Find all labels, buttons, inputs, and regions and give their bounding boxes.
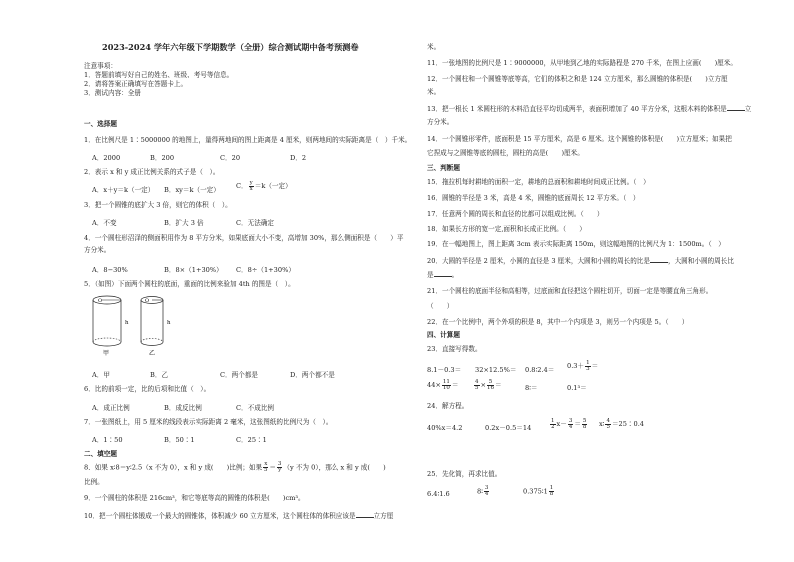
calc-1-3: 0.8∶2.4＝ [525, 366, 555, 374]
cylinder-figure [90, 292, 180, 360]
frac-top: 1 [551, 417, 555, 424]
calc-2-2-fraction-a [474, 380, 480, 391]
question-12: 12．一个圆柱和一个圆锥等底等高，它们的体积之和是 124 立方厘米，那么圆锥的体积是( )立方厘 [427, 75, 728, 83]
q3-option-a: A．不变 [92, 219, 117, 227]
frac-top: 1 [549, 485, 554, 491]
frac-top: 5 [582, 417, 587, 424]
simplify-2 [477, 486, 490, 497]
question-16: 16．圆锥的半径是 3 米，高是 4 米，圆锥的底面周长 12 平方米。（ ） [427, 194, 640, 202]
section-calc: 四、计算题 [427, 331, 460, 339]
question-12-line2: 米。 [427, 88, 441, 96]
question-19: 19．在一幅地图上，图上距离 3cm 表示实际距离 150m，则这幅地图的比例尺为 1：1500m。（ ） [427, 240, 725, 248]
frac-bottom: 8 [582, 423, 587, 430]
fig-label-yi: 乙 [149, 350, 156, 357]
calc-2-2-fraction-b [487, 380, 494, 391]
question-20-line2 [427, 270, 458, 280]
question-4-line2: 方分米。 [84, 246, 111, 254]
eq4-fraction [605, 419, 611, 430]
q10-blank [356, 511, 374, 518]
q6-option-c: C．不成比例 [236, 404, 275, 412]
calc-2-3-eq: ＝ [530, 384, 538, 392]
q5-option-c: C．两个都是 [220, 371, 259, 379]
q4-option-c: C．8÷（1+30%） [236, 266, 295, 274]
question-9: 9．一个圆柱的体积是 216cm³，和它等底等高的圆锥的体积是( )cm³。 [84, 494, 305, 502]
q2-c-suffix: ＝k [254, 182, 266, 190]
section-judge: 三、判断题 [427, 164, 460, 172]
calc-2-1 [427, 379, 459, 391]
question-14-line2: 它捏成与之圆锥等底的圆柱，圆柱的高是( )厘米。 [427, 149, 584, 157]
fig-h-jia: h [125, 320, 129, 326]
frac-bottom: 4 [568, 423, 573, 430]
calc-2-3 [525, 382, 538, 392]
question-22: 22．在一个比例中，两个外项的积是 8，其中一个内项是 3，则另一个内项是 5。（ ） [427, 318, 689, 326]
question-1: 1．在比例尺是 1∶5000000 的地图上，量得两地间的图上距离是 4 厘米，则两地间的实际距离是（ ）千米。 [84, 136, 412, 144]
section-fill: 二、填空题 [84, 450, 117, 458]
simplify-3 [523, 486, 555, 497]
equation-3: $\frac{1}{2}$ x－ $\frac{3}{4}$ ＝ $\frac{5}{8}$ [551, 417, 587, 430]
calc-2-2-eq: ＝ [495, 381, 502, 389]
q13-text: 13．把一根长 1 米圆柱形的木料沿直径平均切成两半，表面积增加了 40 平方分米，这根木料的体积是 [427, 105, 727, 113]
simplify-2-fraction [484, 486, 490, 497]
question-10 [84, 511, 393, 521]
calc-1-4-fraction [585, 361, 591, 372]
q7-option-b: B．50∶1 [164, 436, 195, 444]
calc-2-2 [473, 379, 502, 391]
q20-end: 。 [451, 271, 459, 279]
question-25: 25．先化简，再求比值。 [427, 470, 502, 478]
eq3-fraction-3 [582, 419, 588, 430]
frac-top: x [264, 461, 268, 467]
q6-option-b: B．成反比例 [164, 404, 202, 412]
frac-bottom: 5 [475, 384, 479, 391]
section-choice: 一、选择题 [84, 120, 117, 128]
simplify-3-text: 0.375∶1 [523, 487, 548, 496]
frac-bottom: 5 [264, 467, 268, 473]
frac-top: 4 [606, 417, 610, 424]
q10-continuation: 米。 [427, 43, 441, 51]
question-8-line2: 比例。 [84, 478, 104, 486]
frac-bottom: 16 [487, 384, 495, 391]
equation-1: 40%x＝4.2 [427, 424, 463, 432]
cylinder-jia [93, 296, 129, 357]
eq3-fraction-1 [550, 419, 556, 430]
frac-bottom: y [278, 467, 282, 473]
question-15: 15．拖拉机每时耕地的面积一定，耕地的总面积和耕地时间成正比例。（ ） [427, 178, 650, 186]
frac-top: 3 [568, 417, 573, 424]
q3-option-c: C．无法确定 [236, 219, 275, 227]
question-6: 6．比的前项一定，比的后项和比值（ ）。 [84, 385, 211, 393]
question-18: 18．如果长方形的宽一定,面积和长成正比例。（ ） [427, 225, 586, 233]
calc-1-2: 32×12.5%＝ [475, 366, 517, 374]
frac-top: 4 [475, 378, 479, 385]
q8-fraction-1 [263, 462, 268, 473]
q2-option-b: B．xy＝k（一定） [164, 186, 220, 194]
question-13 [427, 104, 751, 114]
q10-text: 10．把一个圆柱体锻成一个最大的圆锥体，体积减少 60 立方厘米，这个圆柱体的体积应该是 [84, 512, 356, 520]
note-3: 3．测试内容：全册 [84, 89, 141, 97]
q20-text3: 是 [427, 271, 434, 279]
q8-fraction-2 [277, 462, 283, 473]
question-23: 23．直接写得数。 [427, 345, 482, 353]
q20-blank-1 [650, 256, 668, 263]
q13-end: 立 [744, 105, 752, 113]
calc-1-4-text: 0.3＋ [567, 362, 585, 370]
q20-text: 20．大圆的半径是 2 厘米，小圆的直径是 3 厘米，大圆和小圆的周长的比是 [427, 257, 650, 265]
q1-option-a: A．2000 [92, 154, 121, 162]
q10-end: 立方厘 [373, 512, 394, 520]
equation-2: 0.2x－0.5＝14 [485, 424, 532, 432]
calc-2-4: 0.1³＝ [567, 384, 587, 392]
question-21: 21．一个圆柱的底面半径和高相等，过底面和直径把这个圆柱切开，切面一定是等腰直角三角形。 [427, 287, 713, 295]
q3-option-b: B．扩大 3 倍 [164, 219, 204, 227]
q2-option-a: A．x＋y＝k（一定） [92, 186, 155, 194]
eq4-text: x∶ [599, 420, 605, 428]
frac-top: 1 [586, 359, 590, 366]
calc-1-1: 8.1－0.3＝ [427, 366, 462, 374]
q8-part2: （y 不为 0），那么 x 和 y 成( ) [283, 463, 386, 472]
q13-blank [727, 104, 745, 111]
fig-o-jia: O [98, 298, 103, 304]
frac-top: 3 [277, 461, 282, 467]
calc-2-2-times: × [480, 381, 487, 389]
q4-option-a: A．8−30% [92, 266, 128, 274]
q4-option-b: B．8×（1+30%） [164, 266, 223, 274]
q1-option-b: B．200 [150, 154, 175, 162]
note-2: 2．请将答案正确填写在答题卡上。 [84, 80, 188, 88]
q20-blank-2 [434, 270, 452, 277]
frac-top: 5 [488, 378, 493, 385]
question-4-line1: 4．一个圆柱形沼泽的侧面积用作为 8 平方分米，如果底面大小不变，高增加 30%，那么侧面积是（ ）平 [84, 234, 404, 242]
frac-bottom: 5 [606, 423, 610, 430]
question-5: 5．（如图）下面两个圆柱的底面，重面的比例来验加 4th 的图是（ ）。 [84, 280, 295, 288]
question-24: 24．解方程。 [427, 402, 469, 410]
question-17: 17．任意两个圆的周长和直径的比都可以组成比例。（ ） [427, 210, 604, 218]
cylinder-yi [141, 297, 171, 358]
question-21-line2: （ ） [427, 302, 454, 310]
calc-1-4-eq: ＝ [591, 362, 599, 370]
q2-c-fraction [249, 181, 254, 192]
calc-2-1-fraction [442, 380, 451, 391]
question-7: 7．一张图纸上，用 5 厘米的线段表示实际距离 2 毫米，这张图纸的比例尺为（ ）。 [84, 418, 333, 426]
frac-bottom: 2 [551, 423, 555, 430]
question-3: 3．把一个圆锥的底扩大 3 倍，则它的体积（ ）。 [84, 201, 232, 209]
q2-c-prefix: C． [236, 182, 248, 190]
q5-option-b: B．乙 [150, 371, 169, 379]
q2-c-label: （一定） [265, 182, 292, 190]
q6-option-a: A．成正比例 [92, 404, 130, 412]
paper-title: 2023-2024 学年六年级下学期数学（全册）综合测试期中备考预测卷 [102, 42, 359, 52]
calc-1-4 [567, 360, 598, 372]
question-20 [427, 256, 734, 266]
simplify-1: 6.4∶1.6 [427, 490, 450, 498]
q1-option-d: D．2 [290, 154, 307, 162]
simplify-2-text: 8∶ [477, 487, 483, 496]
q7-option-c: C．25∶1 [236, 436, 267, 444]
simplify-3-fraction [549, 486, 555, 497]
frac-bottom: x [249, 185, 253, 192]
eq4-text2: ＝25∶0.4 [611, 420, 645, 428]
eq3-x: x [556, 420, 561, 428]
question-13-line2: 方分米。 [427, 118, 454, 126]
calc-2-3-text: 8∶ [525, 384, 531, 392]
frac-top: y [249, 179, 253, 186]
question-14: 14．一个圆锥形零件，底面积是 15 平方厘米，高是 6 厘米。这个圆锥的体积是( )立方厘米；如果把 [427, 135, 732, 143]
fig-label-jia: 甲 [103, 350, 110, 357]
q7-option-a: A．1∶50 [92, 436, 123, 444]
q8-part1: 8．如果 x∶8＝y∶2.5（x 不为 0），x 和 y 成( )比例；如果 [84, 463, 263, 472]
frac-bottom: 10 [442, 384, 450, 391]
frac-top: 3 [484, 485, 489, 491]
question-8: 8．如果 x∶8＝y∶2.5（x 不为 0），x 和 y 成( )比例；如果 $\frac{x}{5}$ ＝ $\frac{3}{y}$ （y 不为 0），那么 x 和 y 成( ) [84, 461, 386, 473]
q1-option-c: C．20 [220, 154, 241, 162]
frac-bottom: 3 [586, 365, 590, 372]
notes-header: 注意事项： [84, 62, 117, 70]
frac-top: 11 [442, 378, 450, 385]
q5-option-a: A．甲 [92, 371, 110, 379]
eq3-fraction-2 [568, 419, 574, 430]
fig-o-yi: O [145, 298, 150, 304]
q5-option-d: D．两个都不是 [290, 371, 335, 379]
q20-text2: ，大圆和小圆的周长比 [667, 257, 734, 265]
note-1: 1．答题前填写好自己的姓名、班级、考号等信息。 [84, 71, 234, 79]
question-2: 2．表示 x 和 y 成正比例关系的式子是（ ）。 [84, 168, 220, 176]
frac-bottom: 8 [549, 491, 554, 497]
calc-2-1-text: 44× [427, 381, 441, 389]
equation-4 [599, 418, 644, 430]
frac-bottom: 4 [484, 491, 489, 497]
fig-h-yi: h [167, 320, 171, 326]
question-11: 11．一张地图的比例尺是 1∶9000000，从甲地到乙地的实际路程是 270 千米，在图上应画( )厘米。 [427, 59, 737, 67]
calc-2-1-eq: ＝ [451, 381, 459, 389]
q2-option-c [236, 180, 292, 192]
